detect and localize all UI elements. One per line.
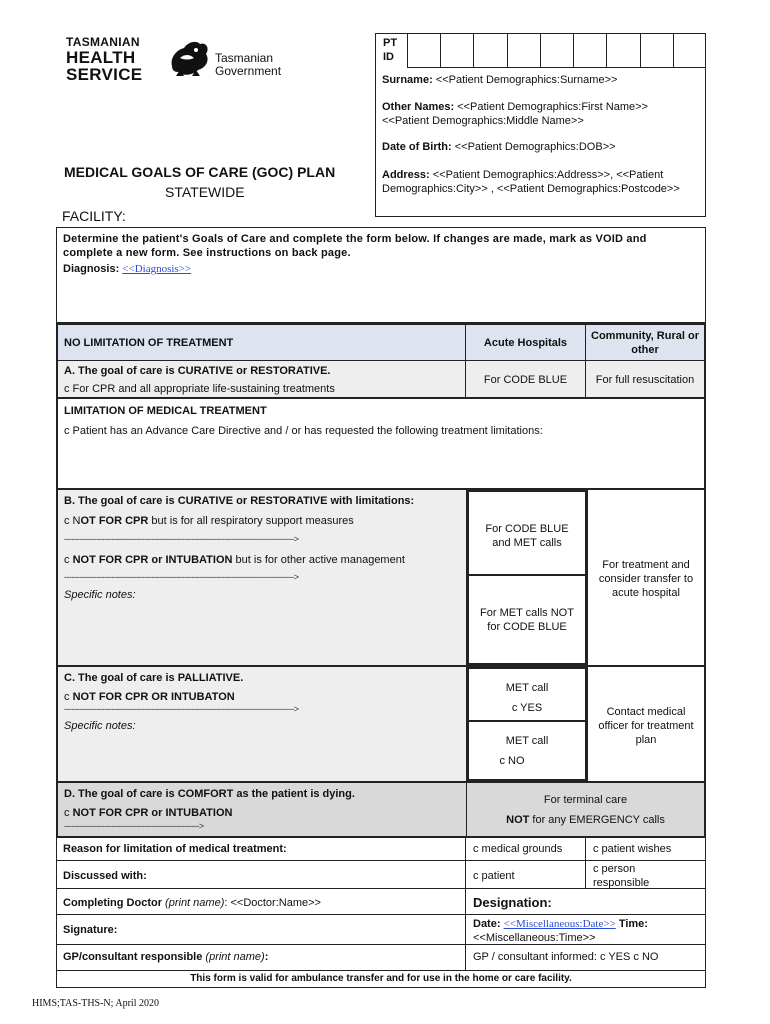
address-label: Address: (382, 169, 430, 181)
form-subtitle: STATEWIDE (165, 184, 245, 200)
address-value: <<Patient Demographics:Address>>, <<Patient Demographics:City>> , <<Patient Demographics:Postcode>> (382, 169, 680, 195)
checkbox-char: c (64, 554, 73, 566)
met-yes-option[interactable]: c YES (511, 702, 543, 714)
opt1-bold: OT FOR CPR (80, 515, 149, 527)
pt-id-cell[interactable] (641, 33, 674, 68)
acute-hospitals-header (466, 325, 586, 361)
checkbox-char: c (64, 691, 73, 703)
pt-id-cell[interactable] (441, 33, 474, 68)
checkbox-char: c N (64, 515, 81, 527)
limitation-section (56, 399, 706, 490)
not-bold: NOT (506, 814, 530, 826)
pt-id-cell[interactable] (474, 33, 507, 68)
ths-logo-line: TASMANIAN (66, 35, 140, 49)
pt-id-cell[interactable] (508, 33, 541, 68)
tas-gov-line: Government (215, 64, 282, 78)
discussed-label: Discussed with: (63, 870, 147, 882)
section-c-met-yes-box (467, 667, 587, 722)
opt2-rest: but is for other active management (232, 554, 405, 566)
instructions-text: Determine the patient's Goals of Care and complete the form below. If changes are made, mark as VOID and complete a new form. See instructions on back page. (63, 233, 647, 259)
dob-value: <<Patient Demographics:DOB>> (454, 141, 616, 153)
row-line (57, 914, 705, 915)
reason-patient-option[interactable]: c patient wishes (593, 843, 672, 855)
section-b (56, 490, 706, 667)
checkbox-char: c (64, 807, 73, 819)
dob-label: Date of Birth: (382, 141, 452, 153)
reason-label: Reason for limitation of medical treatment: (63, 843, 287, 855)
pt-id-row (375, 33, 706, 68)
facility-label: FACILITY: (62, 208, 126, 224)
met-call-label: MET call (505, 682, 549, 694)
pt-id-cells[interactable] (408, 33, 706, 68)
gp-label: GP/consultant responsible (63, 951, 203, 963)
other-names-label: Other Names: (382, 101, 455, 113)
surname-label: Surname: (382, 74, 433, 86)
diagnosis-line (63, 262, 191, 276)
section-d-title: D. The goal of care is COMFORT as the patient is dying. (64, 788, 355, 800)
tasmanian-health-service-logo (66, 36, 146, 83)
dash-line: --------------------------------------------------------------------------------------------> (64, 572, 299, 582)
no-limitation-header (58, 325, 466, 361)
opt1-rest: but is for all respiratory support measures (148, 515, 354, 527)
section-a-acute-text: For CODE BLUE (483, 374, 568, 386)
acd-option[interactable]: c Patient has an Advance Care Directive and / or has requested the following treatment limitations: (64, 425, 543, 437)
section-c-met-no-box (467, 722, 587, 781)
dash-line: --------------------------------------------------------------------------------------------> (64, 704, 299, 714)
doctor-value: : <<Doctor:Name>> (224, 897, 321, 909)
section-c-title: C. The goal of care is PALLIATIVE. (64, 672, 244, 684)
ths-logo-line: HEALTH (66, 48, 136, 67)
pt-id-cell[interactable] (674, 33, 706, 68)
date-time-line[interactable] (473, 917, 703, 945)
section-b-acute-1: For CODE BLUE and MET calls (467, 490, 587, 576)
ths-logo-line: SERVICE (66, 65, 143, 84)
date-label: Date: (473, 918, 501, 930)
designation-label[interactable]: Designation: (473, 895, 552, 910)
column-divider (465, 838, 466, 970)
section-c-notes-label: Specific notes: (64, 720, 136, 732)
no-emergency-line (467, 813, 704, 827)
diagnosis-label: Diagnosis: (63, 263, 120, 275)
opt-bold: NOT FOR CPR OR INTUBATON (72, 691, 235, 703)
col-community-label: Community, Rural or other (591, 330, 699, 356)
gp-print-name: (print name) (202, 951, 265, 963)
doctor-line[interactable] (63, 896, 321, 910)
discussed-person-option[interactable]: c person responsible (593, 863, 650, 889)
section-c-community: Contact medical officer for treatment plan (588, 667, 704, 781)
section-b-option-1[interactable] (64, 514, 354, 528)
section-b-option-2[interactable] (64, 553, 405, 567)
gp-informed-options[interactable]: GP / consultant informed: c YES c NO (473, 951, 659, 963)
section-c-option[interactable] (64, 690, 235, 704)
pt-id-cell[interactable] (408, 33, 441, 68)
doctor-label: Completing Doctor (63, 897, 162, 909)
signoff-table (56, 838, 706, 988)
section-a-cell (58, 361, 466, 397)
dob-line (382, 140, 697, 154)
doctor-print-name: (print name) (162, 897, 225, 909)
section-d-care (466, 783, 704, 836)
section-b-acute-col (466, 490, 588, 665)
met-no-option[interactable]: c NO (499, 755, 525, 767)
gp-colon: : (264, 951, 269, 963)
opt-bold: NOT FOR CPR or INTUBATION (72, 807, 233, 819)
section-b-community: For treatment and consider transfer to acute hospital (588, 490, 704, 665)
opt2-bold: NOT FOR CPR or INTUBATION (72, 554, 233, 566)
pt-id-cell[interactable] (574, 33, 607, 68)
section-c (56, 667, 706, 783)
signature-label[interactable]: Signature: (63, 924, 118, 936)
other-names-value: <<Patient Demographics:First Name>> <<Patient Demographics:Middle Name>> (382, 101, 648, 127)
dash-line: ------------------------------------------------------> (64, 821, 204, 831)
reason-medical-option[interactable]: c medical grounds (473, 843, 563, 855)
pt-id-cell[interactable] (541, 33, 574, 68)
section-b-acute-2: For MET calls NOT for CODE BLUE (467, 576, 587, 665)
met-call-label: MET call (505, 735, 549, 747)
discussed-patient-option[interactable]: c patient (473, 870, 515, 882)
tasmanian-government-logo (215, 52, 281, 78)
section-d (56, 783, 706, 838)
limitation-heading: LIMITATION OF MEDICAL TREATMENT (64, 405, 267, 417)
time-value: <<Miscellaneous:Time>> (473, 932, 596, 944)
dash-line: --------------------------------------------------------------------------------------------> (64, 534, 299, 544)
col-acute-label: Acute Hospitals (483, 337, 568, 349)
address-line (382, 168, 697, 196)
validity-note: This form is valid for ambulance transfer and for use in the home or care facility. (190, 973, 572, 984)
surname-line (382, 73, 697, 87)
surname-value: <<Patient Demographics:Surname>> (435, 74, 618, 86)
diagnosis-value[interactable]: <<Diagnosis>> (122, 263, 192, 275)
date-value[interactable]: <<Miscellaneous:Date>> (503, 918, 616, 930)
other-names-line (382, 100, 697, 128)
section-a-community-text: For full resuscitation (595, 374, 695, 386)
care2-rest: for any EMERGENCY calls (529, 814, 665, 826)
tasmanian-devil-icon (166, 36, 214, 80)
intro-box (56, 227, 706, 323)
row-line (57, 860, 705, 861)
column-divider (585, 838, 586, 888)
section-b-title: B. The goal of care is CURATIVE or RESTORATIVE with limitations: (64, 495, 415, 507)
section-b-notes-label: Specific notes: (64, 589, 136, 601)
pt-id-label: PT ID (375, 33, 408, 68)
no-limitation-section (56, 323, 706, 399)
section-a-community (586, 361, 704, 397)
document-code: HIMS;TAS-THS-N; April 2020 (32, 998, 159, 1009)
section-c-acute-col (466, 667, 588, 781)
tas-gov-line: Tasmanian (215, 51, 274, 65)
pt-id-cell[interactable] (607, 33, 640, 68)
terminal-care-text: For terminal care (543, 794, 628, 806)
community-header (586, 325, 704, 361)
row-line (57, 970, 705, 971)
section-a-title: A. The goal of care is CURATIVE or RESTORATIVE. (64, 365, 331, 377)
gp-line[interactable] (63, 950, 268, 964)
form-title: MEDICAL GOALS OF CARE (GOC) PLAN (64, 164, 336, 180)
section-d-option[interactable] (64, 806, 232, 820)
section-a-acute (466, 361, 586, 397)
time-label: Time: (618, 918, 648, 930)
no-limitation-heading: NO LIMITATION OF TREATMENT (64, 337, 234, 349)
section-a-option[interactable]: c For CPR and all appropriate life-sustaining treatments (64, 383, 335, 395)
